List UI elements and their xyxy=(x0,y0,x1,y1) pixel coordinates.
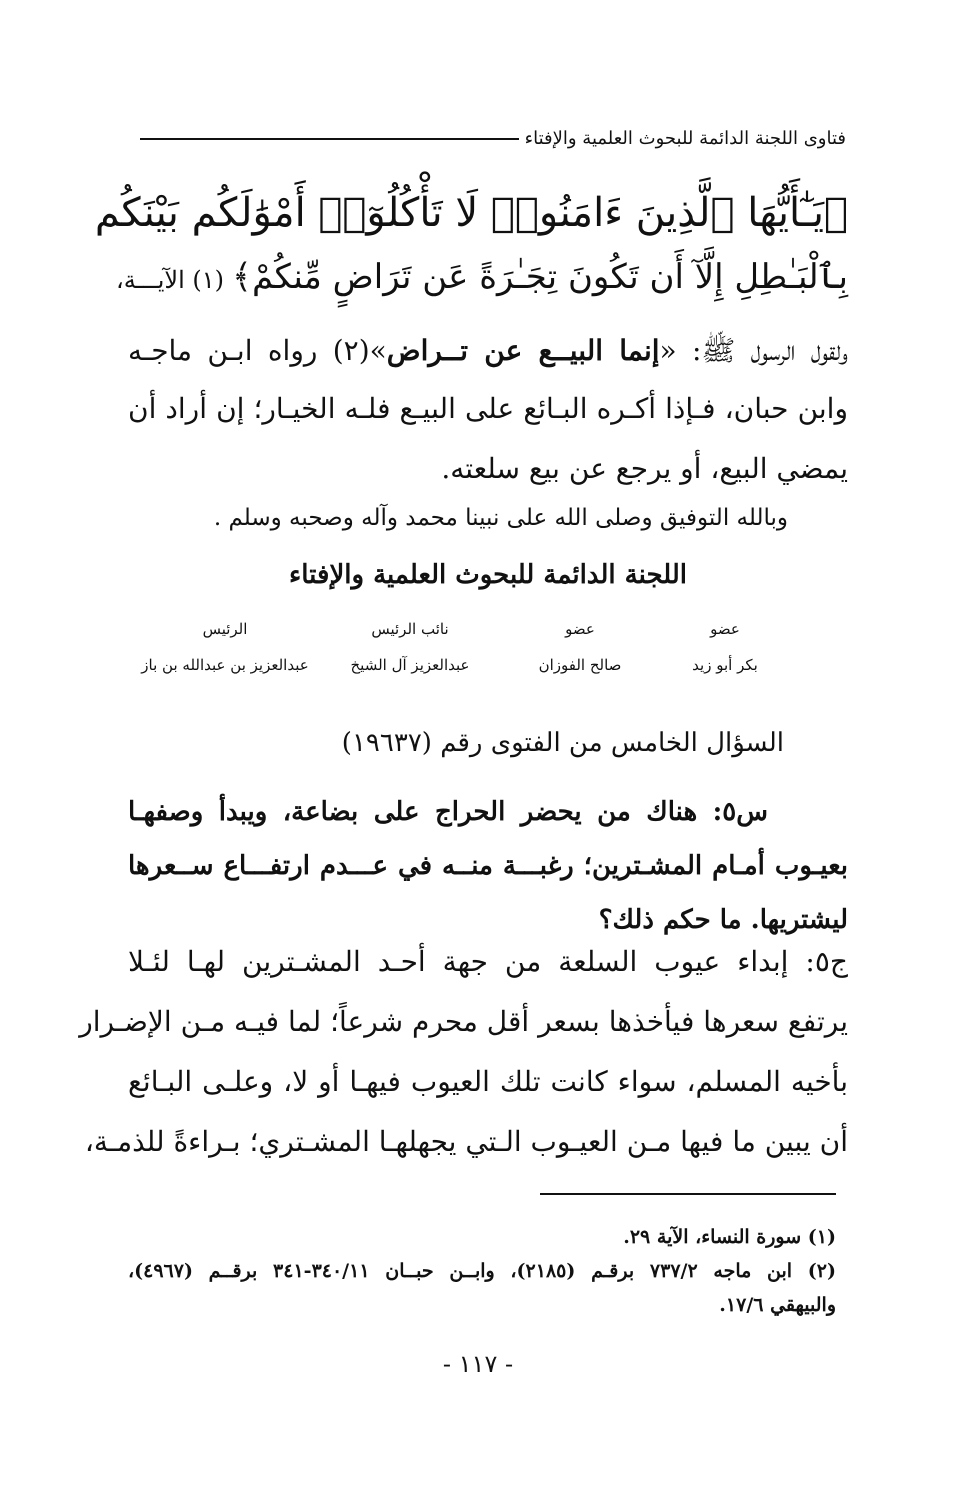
body-line-3: يمضي البيع، أو يرجع عن بيع سلعته. xyxy=(441,452,848,485)
question-line-2: بعيـوب أمـام المشـترين؛ رغبـــة منــه في عـــدم ارتفـــاع ســعرها xyxy=(128,851,848,881)
header-rule xyxy=(140,138,519,140)
question-line-3: ليشتريها. ما حكم ذلك؟ xyxy=(598,905,848,935)
question-line-1: س٥: هناك من يحضر الحراج على بضاعة، ويبدأ وصفهـا xyxy=(128,797,768,827)
signature-title: الرئيس xyxy=(202,620,248,638)
hadith-intro: ولقول الرسول ﷺ: « xyxy=(659,334,848,367)
hadith-source: »(٢) رواه ابـن ماجـه xyxy=(128,334,387,367)
closing-statement: وبالله التوفيق وصلى الله على نبينا محمد وآله وصحبه وسلم . xyxy=(213,505,788,531)
footnote-2-line-2: والبيهقي ١٧/٦. xyxy=(719,1294,836,1316)
signature-name: عبدالعزيز بن عبدالله بن باز xyxy=(141,656,309,674)
page-number: - ١١٧ - xyxy=(442,1350,514,1378)
footnote-1: (١) سورة النساء، الآية ٢٩. xyxy=(623,1226,836,1248)
body-line-2: وابن حبان، فـإذا أكـره البـائع على البيـع فلـه الخيـار؛ إن أراد أن xyxy=(128,392,848,425)
running-header xyxy=(140,128,846,149)
answer-line-1: ج٥: إبداء عيوب السلعة من جهة أحـد المشـترين لهـا لئـلا xyxy=(128,945,848,978)
answer-line-2: يرتفع سعرها فيأخذها بسعر أقل محرم شرعاً؛ لما فيـه مـن الإضـرار xyxy=(79,1005,848,1038)
signature-name: صالح الفوزان xyxy=(538,656,622,674)
answer-line-3: بأخيه المسلم، سواء كانت تلك العيوب فيهـا أو لا، وعلـى البـائع xyxy=(128,1065,848,1098)
question-block xyxy=(128,785,848,947)
question-title: السؤال الخامس من الفتوى رقم (١٩٦٣٧) xyxy=(341,728,784,758)
signature-title: عضو xyxy=(710,620,740,638)
signature-title: نائب الرئيس xyxy=(371,620,449,638)
hadith-quote: إنما البيــع عن تــراض xyxy=(386,334,660,367)
signature-name: بكر أبو زيد xyxy=(692,656,758,674)
header-title: فتاوى اللجنة الدائمة للبحوث العلمية والإفتاء xyxy=(524,128,846,149)
signature-block xyxy=(140,620,800,674)
signature-title: عضو xyxy=(565,620,595,638)
quran-verse-line-1: ﴿يَـٰٓأَيُّهَا ٱلَّذِينَ ءَامَنُوا۟ لَا تَأْكُلُوٓا۟ أَمْوَٰلَكُم بَيْنَكُم xyxy=(94,190,848,236)
body-line-1 xyxy=(128,318,848,384)
footnote-rule xyxy=(540,1193,836,1195)
committee-name: اللجنة الدائمة للبحوث العلمية والإفتاء xyxy=(289,560,687,590)
answer-block xyxy=(79,932,848,1172)
quran-verse-text: بِٱلْبَـٰطِلِ إِلَّآ أَن تَكُونَ تِجَـٰرَةً عَن تَرَاضٍ مِّنكُمْ﴾ xyxy=(232,257,848,297)
footnote-2-line-1: (٢) ابن ماجه ٧٣٧/٢ برقـم (٢١٨٥)، وابــن حبــان ٣٤٠/١١-٣٤١ برقــم (٤٩٦٧)، xyxy=(128,1260,836,1282)
answer-line-4: أن يبين ما فيها مـن العيـوب الـتي يجهلهـا المشـتري؛ بـراءةً للذمـة، xyxy=(84,1125,848,1158)
verse-reference: (١) الآيـــة، xyxy=(116,266,225,294)
signature-name: عبدالعزيز آل الشيخ xyxy=(350,656,470,674)
quran-verse-line-2 xyxy=(116,256,848,297)
footnotes xyxy=(128,1220,836,1322)
